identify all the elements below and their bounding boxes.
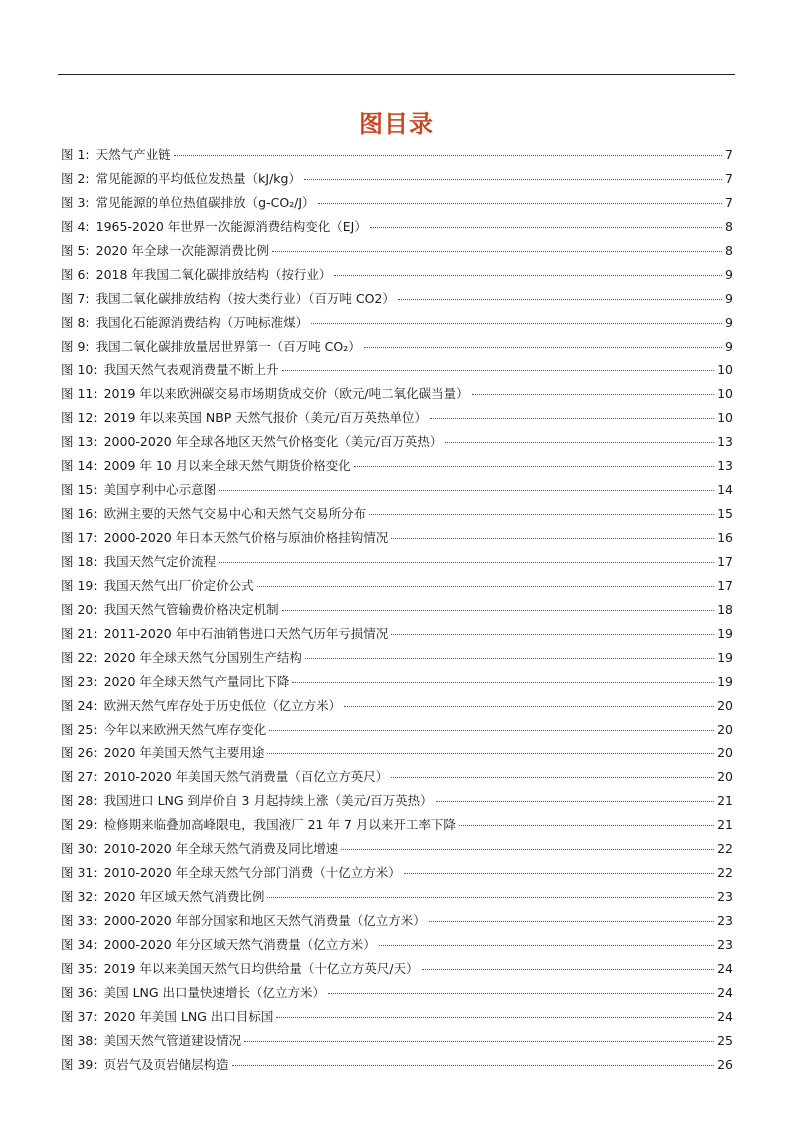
toc-page-number: 20 [717, 721, 733, 737]
toc-figure-label: 图 13: [61, 434, 98, 450]
toc-dot-leader [404, 873, 714, 874]
toc-dot-leader [311, 323, 722, 324]
toc-entry[interactable] [61, 265, 733, 289]
toc-figure-label: 图 3: [61, 194, 90, 210]
toc-entry[interactable] [61, 504, 733, 528]
toc-figure-title: 我国天然气管输费价格决定机制 [103, 601, 279, 617]
toc-dot-leader [436, 801, 714, 802]
toc-figure-label: 图 32: [61, 889, 98, 905]
toc-page-number: 8 [725, 218, 733, 234]
toc-figure-title: 2020 年全球天然气分国别生产结构 [103, 649, 302, 665]
toc-figure-label: 图 27: [61, 769, 98, 785]
toc-page-number: 23 [717, 889, 733, 905]
toc-dot-leader [257, 586, 714, 587]
toc-figure-title: 美国 LNG 出口量快速增长（亿立方米） [103, 984, 326, 1000]
toc-page-number: 24 [717, 1008, 733, 1024]
toc-page-number: 9 [725, 314, 733, 330]
toc-figure-label: 图 5: [61, 242, 90, 258]
toc-page-number: 26 [717, 1056, 733, 1072]
toc-figure-title: 常见能源的平均低位发热量（kJ/kg） [95, 170, 301, 186]
toc-figure-label: 图 31: [61, 865, 98, 881]
toc-entry[interactable] [61, 480, 733, 504]
toc-figure-title: 2020 年美国 LNG 出口目标国 [103, 1008, 274, 1024]
toc-dot-leader [344, 706, 714, 707]
toc-figure-label: 图 34: [61, 936, 98, 952]
toc-dot-leader [459, 825, 714, 826]
toc-page-number: 17 [717, 553, 733, 569]
toc-page-number: 17 [717, 577, 733, 593]
toc-entry[interactable] [61, 456, 733, 480]
toc-page-number: 22 [717, 841, 733, 857]
toc-dot-leader [472, 394, 715, 395]
toc-dot-leader [429, 921, 714, 922]
toc-dot-leader [328, 993, 714, 994]
toc-figure-label: 图 22: [61, 649, 98, 665]
toc-entry[interactable] [61, 767, 733, 791]
toc-page-number: 8 [725, 242, 733, 258]
toc-figure-label: 图 37: [61, 1008, 98, 1024]
toc-page-number: 19 [717, 649, 733, 665]
toc-figure-title: 我国进口 LNG 到岸价自 3 月起持续上涨（美元/百万英热） [103, 793, 433, 809]
toc-figure-label: 图 39: [61, 1056, 98, 1072]
toc-page-number: 7 [725, 147, 733, 162]
toc-entry[interactable] [61, 1007, 733, 1031]
toc-dot-leader [267, 897, 714, 898]
toc-entry[interactable] [61, 337, 733, 361]
toc-page-number: 14 [717, 482, 733, 498]
toc-entry[interactable] [61, 193, 733, 217]
toc-dot-leader [174, 155, 722, 156]
toc-figure-title: 2010-2020 年全球天然气分部门消费（十亿立方米） [103, 865, 401, 881]
toc-figure-title: 美国亨利中心示意图 [103, 482, 217, 498]
toc-entry[interactable] [61, 145, 733, 169]
toc-entry[interactable] [61, 552, 733, 576]
toc-page-number: 10 [717, 410, 733, 426]
toc-entry[interactable] [61, 911, 733, 935]
toc-entry[interactable] [61, 624, 733, 648]
toc-entry[interactable] [61, 360, 733, 384]
toc-figure-title: 2019 年以来美国天然气日均供给量（十亿立方英尺/天） [103, 960, 419, 976]
toc-entry[interactable] [61, 528, 733, 552]
toc-figure-title: 天然气产业链 [95, 147, 171, 162]
toc-figure-title: 我国天然气定价流程 [103, 553, 217, 569]
toc-page-number: 13 [717, 434, 733, 450]
toc-page-number: 9 [725, 338, 733, 354]
toc-figure-title: 2010-2020 年美国天然气消费量（百亿立方英尺） [103, 769, 389, 785]
toc-dot-leader [282, 610, 714, 611]
toc-figure-label: 图 1: [61, 147, 90, 162]
toc-figure-label: 图 17: [61, 530, 98, 545]
toc-figure-label: 图 29: [61, 817, 98, 833]
toc-figure-title: 欧洲天然气库存处于历史低位（亿立方米） [103, 697, 342, 713]
toc-figure-title: 我国二氧化碳排放结构（按大类行业）（百万吨 CO2） [95, 290, 395, 306]
toc-dot-leader [318, 203, 722, 204]
toc-figure-label: 图 6: [61, 266, 90, 282]
toc-figure-label: 图 14: [61, 458, 98, 474]
toc-dot-leader [244, 1041, 714, 1042]
toc-dot-leader [445, 442, 714, 443]
toc-dot-leader [269, 730, 714, 731]
toc-entry[interactable] [61, 696, 733, 720]
toc-figure-label: 图 23: [61, 673, 98, 689]
toc-page-number: 16 [717, 530, 733, 545]
toc-figure-label: 图 18: [61, 553, 98, 569]
toc-entry[interactable] [61, 720, 733, 744]
toc-page-number: 24 [717, 960, 733, 976]
toc-figure-label: 图 36: [61, 984, 98, 1000]
toc-page-number: 23 [717, 913, 733, 928]
toc-entry[interactable] [61, 241, 733, 265]
toc-page-number: 10 [717, 362, 733, 378]
toc-entry[interactable] [61, 217, 733, 241]
toc-dot-leader [369, 514, 714, 515]
toc-figure-title: 2019 年以来英国 NBP 天然气报价（美元/百万英热单位） [103, 410, 428, 426]
toc-dot-leader [364, 347, 722, 348]
toc-dot-leader [304, 179, 722, 180]
toc-entry[interactable] [61, 887, 733, 911]
toc-dot-leader [272, 251, 722, 252]
toc-figure-title: 我国天然气表观消费量不断上升 [103, 362, 279, 378]
toc-figure-label: 图 10: [61, 362, 98, 378]
toc-figure-title: 欧洲主要的天然气交易中心和天然气交易所分布 [103, 506, 367, 522]
toc-entry[interactable] [61, 1031, 733, 1055]
toc-page-number: 19 [717, 673, 733, 689]
toc-entry[interactable] [61, 839, 733, 863]
toc-page-number: 7 [725, 194, 733, 210]
toc-dot-leader [354, 466, 714, 467]
toc-entry[interactable] [61, 289, 733, 313]
toc-entry[interactable] [61, 672, 733, 696]
toc-page-number: 18 [717, 601, 733, 617]
toc-entry[interactable] [61, 743, 733, 767]
toc-figure-label: 图 11: [61, 386, 98, 402]
toc-page-number: 20 [717, 697, 733, 713]
toc-page-number: 22 [717, 865, 733, 881]
toc-page-number: 20 [717, 769, 733, 785]
toc-figure-label: 图 8: [61, 314, 90, 330]
toc-dot-leader [305, 658, 714, 659]
toc-dot-leader [430, 418, 714, 419]
toc-entry[interactable] [61, 791, 733, 815]
toc-figure-title: 2020 年美国天然气主要用途 [103, 745, 265, 761]
toc-page-number: 9 [725, 266, 733, 282]
toc-figure-title: 检修期来临叠加高峰限电，我国液厂 21 年 7 月以来开工率下降 [103, 817, 456, 833]
toc-page-number: 9 [725, 290, 733, 306]
toc-page-number: 10 [717, 386, 733, 402]
toc-figure-label: 图 25: [61, 721, 98, 737]
toc-figure-label: 图 30: [61, 841, 98, 857]
toc-entry[interactable] [61, 384, 733, 408]
toc-entry[interactable] [61, 600, 733, 624]
toc-dot-leader [276, 1017, 714, 1018]
toc-dot-leader [422, 969, 715, 970]
toc-entry[interactable] [61, 408, 733, 432]
toc-figure-title: 2011-2020 年中石油销售进口天然气历年亏损情况 [103, 625, 389, 641]
toc-dot-leader [341, 849, 714, 850]
toc-figure-title: 2019 年以来欧洲碳交易市场期货成交价（欧元/吨二氧化碳当量） [103, 386, 469, 402]
toc-dot-leader [379, 945, 714, 946]
toc-figure-title: 1965-2020 年世界一次能源消费结构变化（EJ） [95, 218, 367, 234]
toc-figure-title: 页岩气及页岩储层构造 [103, 1056, 229, 1072]
toc-page-number: 21 [717, 817, 733, 833]
toc-figure-label: 图 33: [61, 913, 98, 928]
toc-dot-leader [391, 634, 714, 635]
toc-entry[interactable] [61, 648, 733, 672]
toc-page-number: 23 [717, 936, 733, 952]
toc-figure-label: 图 16: [61, 506, 98, 522]
toc-dot-leader [232, 1065, 714, 1066]
toc-figure-title: 我国二氧化碳排放量居世界第一（百万吨 CO₂） [95, 338, 361, 354]
toc-dot-leader [398, 299, 722, 300]
toc-entry[interactable] [61, 983, 733, 1007]
toc-figure-title: 2020 年区域天然气消费比例 [103, 889, 265, 905]
toc-figure-title: 2020 年全球天然气产量同比下降 [103, 673, 290, 689]
toc-figure-title: 2018 年我国二氧化碳排放结构（按行业） [95, 266, 332, 282]
toc-figure-label: 图 21: [61, 625, 98, 641]
toc-page-number: 19 [717, 625, 733, 641]
toc-figure-title: 2009 年 10 月以来全球天然气期货价格变化 [103, 458, 351, 474]
toc-entry[interactable] [61, 313, 733, 337]
toc-entry[interactable] [61, 169, 733, 193]
toc-entry[interactable] [61, 959, 733, 983]
toc-figure-title: 2000-2020 年日本天然气价格与原油价格挂钩情况 [103, 530, 389, 545]
toc-figure-label: 图 19: [61, 577, 98, 593]
toc-entry[interactable] [61, 576, 733, 600]
toc-dot-leader [292, 682, 714, 683]
header-rule [58, 74, 735, 75]
toc-dot-leader [370, 227, 722, 228]
toc-figure-title: 2000-2020 年分区域天然气消费量（亿立方米） [103, 936, 376, 952]
toc-dot-leader [334, 275, 722, 276]
toc-figure-title: 今年以来欧洲天然气库存变化 [103, 721, 267, 737]
toc-figure-label: 图 26: [61, 745, 98, 761]
toc-figure-title: 2020 年全球一次能源消费比例 [95, 242, 269, 258]
toc-page-number: 24 [717, 984, 733, 1000]
toc-figure-label: 图 7: [61, 290, 90, 306]
toc-dot-leader [282, 370, 714, 371]
toc-figure-label: 图 20: [61, 601, 98, 617]
toc-figure-title: 我国化石能源消费结构（万吨标准煤） [95, 314, 309, 330]
toc-figure-title: 2000-2020 年全球各地区天然气价格变化（美元/百万英热） [103, 434, 443, 450]
toc-page-number: 20 [717, 745, 733, 761]
toc-page-number: 21 [717, 793, 733, 809]
toc-page-number: 7 [725, 170, 733, 186]
toc-figure-label: 图 15: [61, 482, 98, 498]
toc-figure-label: 图 9: [61, 338, 90, 354]
toc-figure-title: 常见能源的单位热值碳排放（g-CO₂/J） [95, 194, 315, 210]
toc-figure-label: 图 35: [61, 960, 98, 976]
toc-entry[interactable] [61, 815, 733, 839]
toc-dot-leader [391, 538, 714, 539]
toc-page-number: 15 [717, 506, 733, 522]
toc-figure-label: 图 38: [61, 1032, 98, 1048]
toc-dot-leader [391, 777, 714, 778]
toc-figure-title: 2000-2020 年部分国家和地区天然气消费量（亿立方米） [103, 913, 426, 928]
toc-page-number: 13 [717, 458, 733, 474]
toc-figure-title: 我国天然气出厂价定价公式 [103, 577, 254, 593]
toc-entry[interactable] [61, 935, 733, 959]
toc-figure-title: 美国天然气管道建设情况 [103, 1032, 242, 1048]
toc-dot-leader [219, 562, 714, 563]
toc-figure-label: 图 28: [61, 793, 98, 809]
toc-figure-label: 图 2: [61, 170, 90, 186]
toc-figure-title: 2010-2020 年全球天然气消费及同比增速 [103, 841, 339, 857]
toc-figure-label: 图 12: [61, 410, 98, 426]
toc-entry[interactable] [61, 432, 733, 456]
toc-dot-leader [267, 753, 714, 754]
toc-entry[interactable] [61, 1055, 733, 1079]
page-title: 图目录 [359, 110, 434, 138]
toc-page-number: 25 [717, 1032, 733, 1048]
toc-figure-label: 图 24: [61, 697, 98, 713]
toc-figure-label: 图 4: [61, 218, 90, 234]
toc-entry[interactable] [61, 863, 733, 887]
figure-toc-list [61, 145, 733, 1079]
toc-dot-leader [219, 490, 714, 491]
